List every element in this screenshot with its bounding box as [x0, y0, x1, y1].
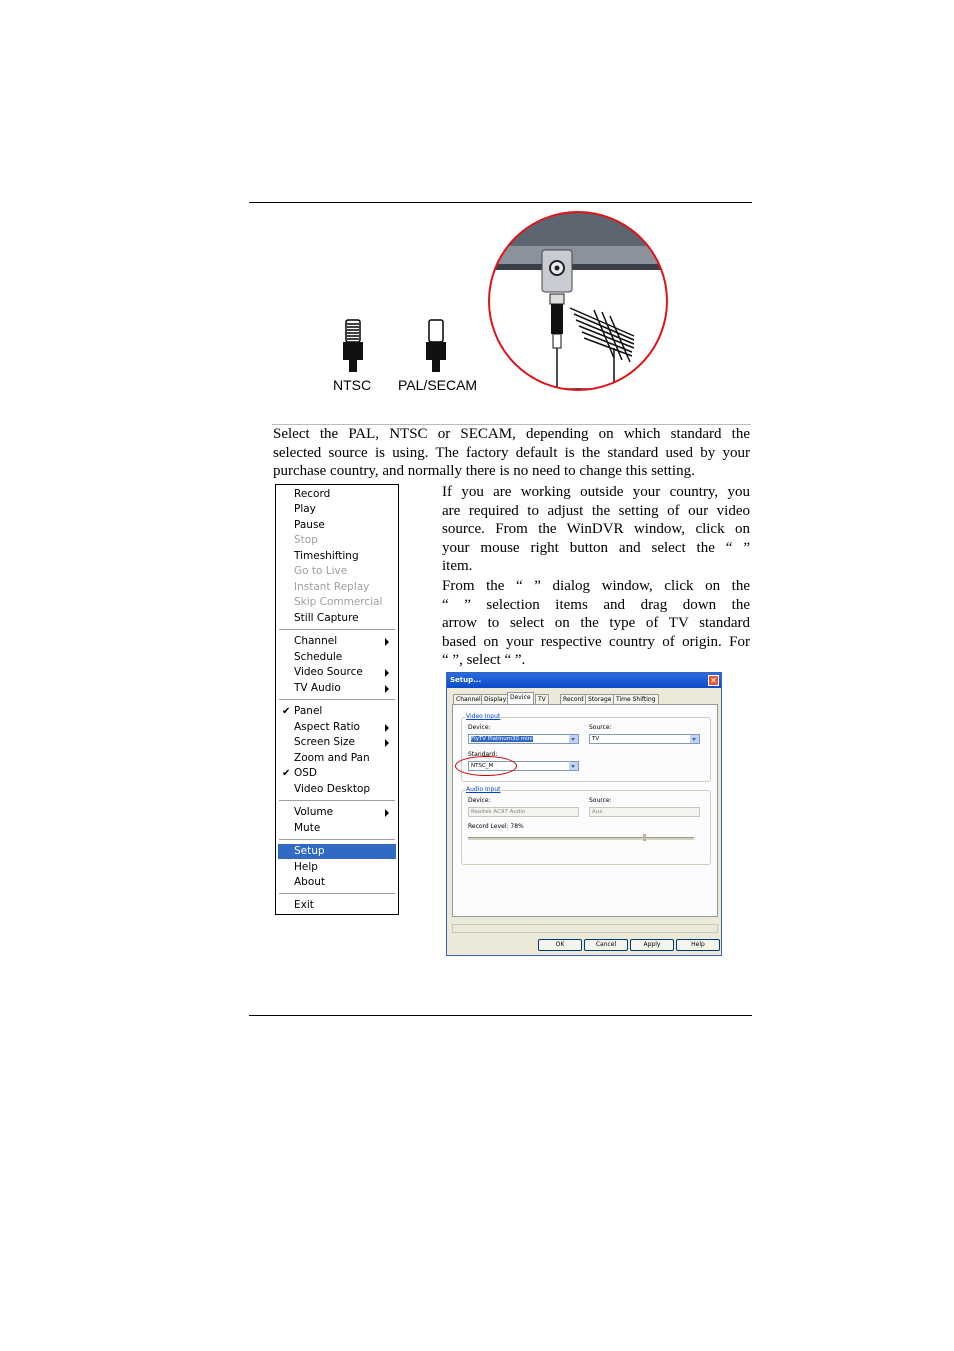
menu-item-aspect-ratio[interactable]: Aspect Ratio [278, 720, 396, 735]
ok-button[interactable]: OK [538, 939, 582, 951]
standard-select[interactable]: NTSC_M [468, 761, 579, 771]
submenu-arrow-icon [385, 809, 389, 817]
menu-item-volume[interactable]: Volume [278, 805, 396, 820]
tab-tv[interactable]: TV [535, 694, 549, 704]
menu-item-record[interactable]: Record [294, 488, 331, 500]
submenu-arrow-icon [385, 724, 389, 732]
chevron-down-icon [690, 735, 699, 743]
submenu-arrow-icon [385, 739, 389, 747]
tab-record[interactable]: Record [560, 694, 587, 704]
apply-button[interactable]: Apply [630, 939, 674, 951]
windvr-context-menu [275, 484, 399, 915]
dialog-title-bar [447, 673, 721, 688]
setup-dialog [446, 672, 722, 956]
outside-country-paragraph [442, 483, 750, 576]
record-level-slider-track[interactable] [468, 837, 694, 840]
device-tab-panel [452, 704, 718, 917]
submenu-arrow-icon [385, 638, 389, 646]
menu-item-play[interactable]: Play [294, 503, 316, 515]
cancel-button[interactable]: Cancel [584, 939, 628, 951]
menu-separator [279, 800, 395, 801]
outside-line-1: If you are working outside your country, you [442, 484, 750, 500]
dialog-line-5: “ ”, select “ ”. [442, 652, 526, 668]
video-source-select[interactable]: TV [589, 734, 700, 744]
tab-storage[interactable]: Storage [585, 694, 614, 704]
menu-item-timeshifting[interactable]: Timeshifting [294, 550, 359, 562]
video-device-label: Device: [468, 724, 491, 731]
menu-item-video-source[interactable]: Video Source [278, 665, 396, 680]
close-icon[interactable]: ✕ [708, 675, 719, 686]
setup-dialog-paragraph [442, 577, 750, 670]
intro-line-2: selected source is using. The factory default is the standard used by your [273, 444, 750, 461]
audio-source-label: Source: [589, 797, 612, 804]
menu-item-still-capture[interactable]: Still Capture [294, 612, 359, 624]
outside-line-4: your mouse right button and select the “ ” [442, 539, 750, 556]
ntsc-connector-illustration [338, 318, 368, 374]
audio-device-label: Device: [468, 797, 491, 804]
audio-device-select[interactable]: Realtek AC97 Audio [468, 807, 579, 817]
menu-item-osd[interactable]: ✔ OSD [282, 767, 318, 779]
dialog-title: Setup... [450, 676, 482, 684]
menu-separator [279, 893, 395, 894]
menu-item-mute[interactable]: Mute [294, 822, 321, 834]
chevron-down-icon [569, 762, 578, 770]
menu-separator [279, 629, 395, 630]
menu-item-schedule[interactable]: Schedule [294, 651, 343, 663]
menu-item-stop[interactable]: Stop [294, 534, 318, 546]
video-source-label: Source: [589, 724, 612, 731]
tab-display[interactable]: Display [481, 694, 509, 704]
footer-rule [249, 1015, 752, 1016]
menu-separator [279, 839, 395, 840]
menu-item-panel[interactable]: ✔ Panel [282, 705, 323, 717]
menu-item-instant-replay[interactable]: Instant Replay [294, 581, 370, 593]
record-level-label: Record Level: 78% [468, 823, 524, 830]
status-bar [452, 924, 718, 933]
intro-paragraph [273, 425, 750, 481]
menu-item-setup[interactable]: Setup [278, 844, 396, 859]
submenu-arrow-icon [385, 669, 389, 677]
outside-line-3: source. From the WinDVR window, click on [442, 521, 750, 537]
record-level-slider-thumb[interactable] [643, 834, 646, 841]
menu-item-channel[interactable]: Channel [278, 634, 396, 649]
dialog-line-1: From the “ ” dialog window, click on the [442, 578, 750, 594]
dialog-line-4: based on your respective country of origin. For [442, 633, 750, 650]
video-input-label: Video Input [466, 713, 501, 720]
standard-label: Standard: [468, 751, 498, 758]
menu-item-skip-commercial[interactable]: Skip Commercial [294, 596, 383, 608]
chevron-down-icon [569, 735, 578, 743]
audio-source-select[interactable]: Aux [589, 807, 700, 817]
checkmark-icon: ✔ [282, 768, 291, 779]
menu-item-screen-size[interactable]: Screen Size [278, 735, 396, 750]
header-rule [249, 202, 752, 203]
intro-line-3: purchase country, and normally there is no need to change this setting. [273, 463, 695, 479]
tv-antenna-closeup-illustration [484, 208, 672, 394]
intro-line-1: Select the PAL, NTSC or SECAM, depending on which standard the [273, 426, 750, 442]
menu-item-help[interactable]: Help [294, 861, 318, 873]
menu-separator [279, 699, 395, 700]
menu-item-exit[interactable]: Exit [294, 899, 314, 911]
audio-input-label: Audio Input [466, 786, 501, 793]
submenu-arrow-icon [385, 685, 389, 693]
outside-line-2: are required to adjust the setting of our video [442, 502, 750, 519]
menu-item-video-desktop[interactable]: Video Desktop [294, 783, 371, 795]
tab-channel[interactable]: Channel [453, 694, 484, 704]
menu-item-tv-audio[interactable]: TV Audio [278, 681, 396, 696]
ntsc-label: NTSC [333, 377, 372, 393]
dialog-line-2: “ ” selection items and drag down the [442, 596, 750, 613]
menu-item-zoom-and-pan[interactable]: Zoom and Pan [294, 752, 370, 764]
video-device-select[interactable]: FlyTV Platinum30 mini [468, 734, 579, 744]
outside-line-5: item. [442, 558, 473, 574]
checkmark-icon: ✔ [282, 706, 291, 717]
menu-item-pause[interactable]: Pause [294, 519, 325, 531]
menu-item-go-to-live[interactable]: Go to Live [294, 565, 348, 577]
menu-item-about[interactable]: About [294, 876, 326, 888]
pal-secam-label: PAL/SECAM [398, 377, 478, 393]
tab-time-shifting[interactable]: Time Shifting [613, 694, 659, 704]
pal-secam-connector-illustration [421, 318, 451, 374]
tab-device[interactable]: Device [507, 692, 534, 705]
dialog-line-3: arrow to select on the type of TV standard [442, 615, 750, 631]
help-button[interactable]: Help [676, 939, 720, 951]
standard-highlight-ellipse [455, 756, 517, 776]
